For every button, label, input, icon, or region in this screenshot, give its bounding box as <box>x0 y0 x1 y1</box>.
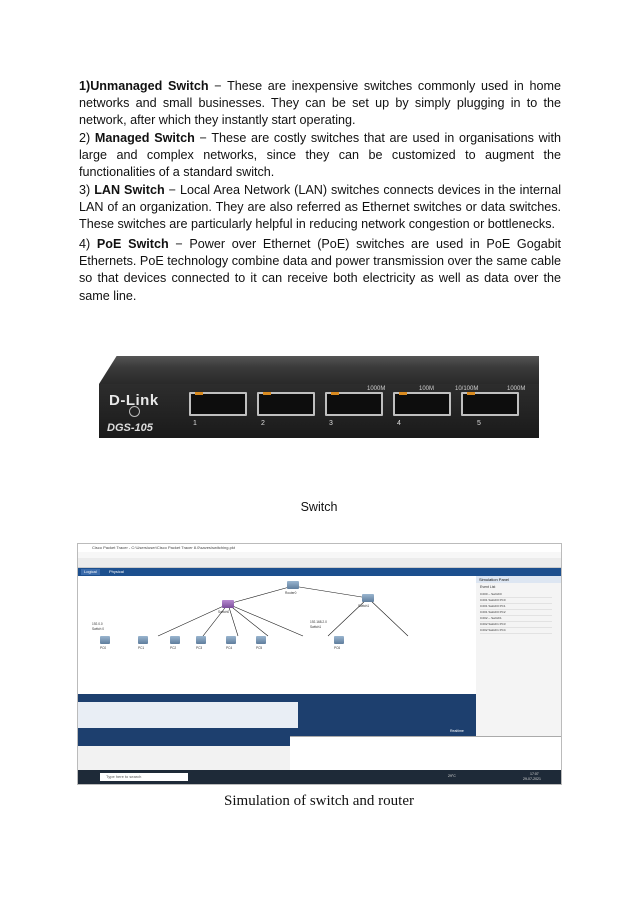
pc6-device <box>334 636 344 644</box>
paragraph-poe-switch <box>79 236 561 305</box>
switch-caption: Switch <box>300 500 338 514</box>
device-label: PC5 <box>256 646 263 650</box>
switch1-device <box>362 594 374 602</box>
switch-top-panel <box>99 356 539 384</box>
term-poe-switch: PoE Switch <box>96 237 169 251</box>
network-label: 192.0.0 <box>92 622 103 626</box>
paragraph-number: 1) <box>79 79 91 93</box>
toolbar <box>78 558 561 568</box>
paragraph-number: 2) <box>79 131 95 145</box>
paragraph-text: − Local Area Network (LAN) switches connects devices in the internal LAN of an organization. They are also referred as Ethernet switches or data switches. These switches are particularly helpful in reducing network congestion or bottlenecks. <box>79 183 561 232</box>
network-label: 192.168.2.0 <box>310 620 327 624</box>
paragraph-managed-switch <box>79 130 561 182</box>
port-number: 2 <box>261 420 265 427</box>
topology-links <box>78 576 476 694</box>
ethernet-port <box>257 392 315 416</box>
packet-tracer-screenshot <box>77 543 562 785</box>
switch-front-panel <box>99 384 539 438</box>
device-label: Switch1 <box>358 604 370 608</box>
event-row[interactable]: 0.000 -- Switch0 <box>480 592 552 598</box>
speed-label: 1000M <box>367 386 386 392</box>
switch-model-label: DGS-105 <box>107 422 153 434</box>
pc1-device <box>138 636 148 644</box>
device-label: PC2 <box>170 646 177 650</box>
paragraph-number: 3) <box>79 183 95 197</box>
device-label: PC1 <box>138 646 145 650</box>
event-row[interactable]: 0.001 Switch0 PC0 <box>480 598 552 604</box>
device-label: Router0 <box>285 591 297 595</box>
clock-time: 17:07 <box>530 772 539 776</box>
device-label: Switch0 <box>218 610 230 614</box>
paragraph-unmanaged-switch <box>79 78 561 130</box>
device-label: PC0 <box>100 646 107 650</box>
paragraph-text: − Power over Ethernet (PoE) switches are used in PoE Gogabit Ethernets. PoE technology combine data and power transmission over the same cable so that devices connected to it can receive both electricity as well as data over the same line. <box>79 237 562 303</box>
paragraph-lan-switch <box>79 182 561 234</box>
switch-brand-label: D-Link <box>109 392 159 409</box>
pc5-device <box>256 636 266 644</box>
port-number: 3 <box>329 420 333 427</box>
event-row[interactable]: 0.001 Switch0 PC2 <box>480 610 552 616</box>
port-number: 4 <box>397 420 401 427</box>
tab-logical: Logical <box>81 569 100 575</box>
pc3-device <box>196 636 206 644</box>
weather-label: 29°C <box>448 774 456 778</box>
event-row[interactable]: 0.002 Switch1 PC3 <box>480 622 552 628</box>
taskbar-search-box[interactable]: Type here to search <box>100 773 188 781</box>
device-label: PC3 <box>196 646 203 650</box>
window-title: Cisco Packet Tracer - C:\Users\user\Cisco Packet Tracer 8.0\saves\switching.pkt <box>92 545 235 550</box>
speed-label: 10/100M <box>455 386 479 392</box>
topology-canvas <box>78 576 477 694</box>
simulation-caption: Simulation of switch and router <box>224 793 414 809</box>
ethernet-port <box>461 392 519 416</box>
device-label: PC6 <box>334 646 341 650</box>
event-row[interactable]: 0.002 Switch1 PC4 <box>480 628 552 634</box>
event-row[interactable]: 0.001 Switch0 PC1 <box>480 604 552 610</box>
speed-label: 100M <box>419 386 435 392</box>
simulation-panel <box>476 576 561 736</box>
term-lan-switch: LAN Switch <box>94 183 165 197</box>
pc0-device <box>100 636 110 644</box>
device-type-selector[interactable] <box>78 702 298 728</box>
power-icon <box>129 406 140 417</box>
switch-photo <box>99 356 539 438</box>
event-list-label: Event List <box>480 585 496 589</box>
realtime-mode-label[interactable]: Realtime <box>450 729 464 733</box>
term-unmanaged-switch: Unmanaged Switch <box>90 79 209 93</box>
ethernet-port <box>393 392 451 416</box>
pdu-list <box>290 729 561 771</box>
pc4-device <box>226 636 236 644</box>
network-label: Switch1 <box>310 625 322 629</box>
switch0-device <box>222 600 234 608</box>
simulation-panel-title: Simulation Panel <box>476 576 561 583</box>
speed-label: 1000M <box>507 386 526 392</box>
port-number: 5 <box>477 420 481 427</box>
network-label: Switch 0 <box>92 627 105 631</box>
paragraph-text: − These are costly switches that are used in organisations with large and complex networks, since they can be customized to augment the functionalities of a standard switch. <box>79 131 561 180</box>
clock-date: 29-07-2021 <box>523 777 541 781</box>
paragraph-number: 4) <box>79 237 97 251</box>
paragraph-text: − These are inexpensive switches commonly used in home networks and small businesses. They can be set up by simply plugging in to the network, after which they instantly start operating. <box>79 79 561 128</box>
workspace-tab-bar <box>78 568 561 576</box>
pc2-device <box>170 636 180 644</box>
event-row[interactable]: 0.002 -- Switch1 <box>480 616 552 622</box>
router0-device <box>287 581 299 589</box>
ethernet-port <box>189 392 247 416</box>
ethernet-port <box>325 392 383 416</box>
port-number: 1 <box>193 420 197 427</box>
term-managed-switch: Managed Switch <box>94 131 195 145</box>
window-titlebar <box>78 544 561 552</box>
tab-physical: Physical <box>109 569 124 574</box>
device-label: PC4 <box>226 646 233 650</box>
